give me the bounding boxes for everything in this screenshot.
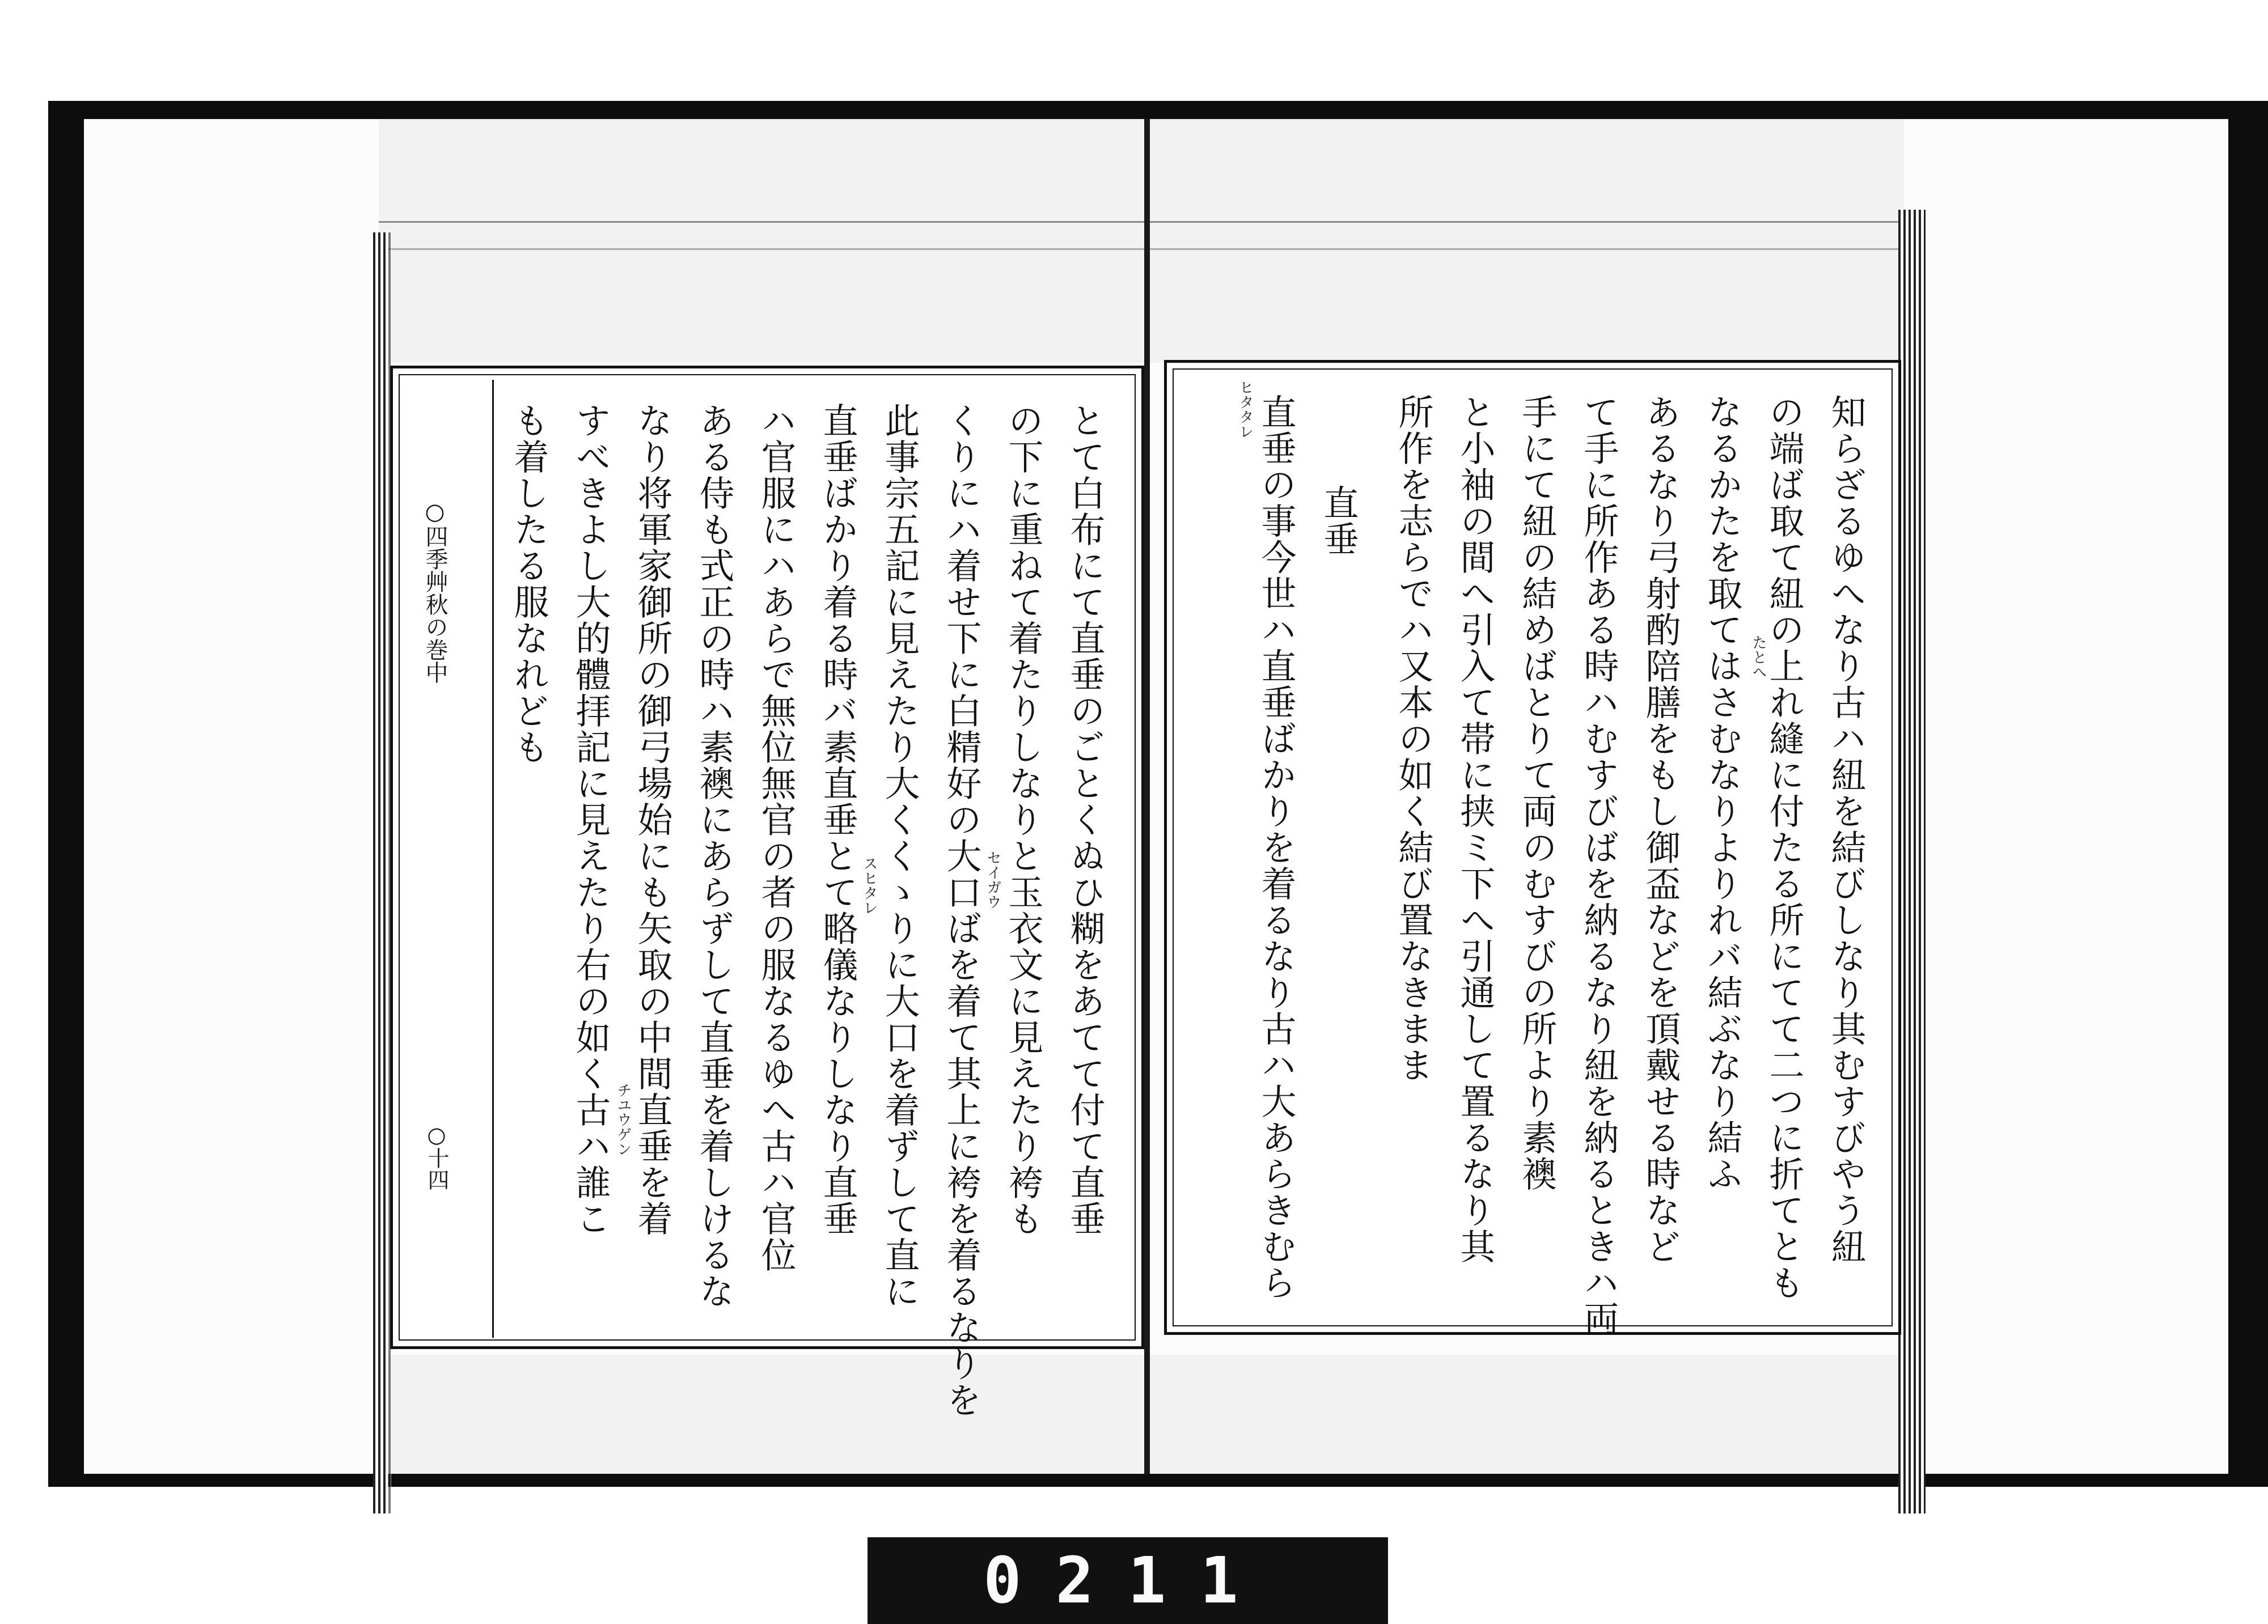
text-column: なるかたを取てはさむなりよりれバ結ぶなり結ふ <box>1702 394 1743 1192</box>
text-column: の下に重ねて着たりしなりと玉衣文に見えたり袴も <box>1002 402 1044 1237</box>
text-column: の端ば取て紐の上れ縫に付たる所にてて二つに折てとも <box>1763 394 1805 1301</box>
text-frame <box>390 366 1144 1418</box>
bottom-margin-band <box>379 1355 1146 1474</box>
page-edges <box>1898 210 1926 1513</box>
furigana: セイガウ <box>984 850 1001 909</box>
text-column: も着したる服なれども <box>508 402 549 765</box>
text-column: 手にて紐の結めばとりて両のむすびの所より素襖 <box>1516 394 1558 1192</box>
text-column: すべきよし大的體拝記に見えたり右の如く古ハ誰こ <box>570 402 611 1237</box>
text-column: なり将軍家御所の御弓場始にも矢取の中間直垂を着 <box>632 402 673 1237</box>
text-column: ハ官服にハあらで無位無官の者の服なるゆへ古ハ官位 <box>755 402 797 1273</box>
spine-title: ○四季艸秋の巻中 <box>422 499 448 684</box>
fold-line <box>379 248 1146 250</box>
furigana: チユウゲン <box>615 1083 632 1156</box>
top-margin-band <box>1150 119 1904 363</box>
furigana: スヒタレ <box>861 856 878 915</box>
text-column: 所作を志らでハ又本の如く結び置なきまま <box>1393 394 1434 1083</box>
text-frame <box>1164 360 1901 1335</box>
text-column: 此事宗五記に見えたり大くくゝりに大口を着ずして直に <box>879 402 920 1309</box>
fold-line <box>379 221 1146 223</box>
fold-line <box>1150 221 1904 223</box>
furigana: たとへ <box>1750 635 1767 679</box>
bottom-margin-band <box>1150 1355 1904 1474</box>
page-number: ○十四 <box>424 1122 449 1190</box>
section-heading: 直垂 <box>1318 485 1359 557</box>
left-page <box>84 119 1146 1474</box>
top-margin-band <box>379 119 1146 363</box>
right-page <box>1150 119 2228 1474</box>
text-column: 直垂ばかり着る時バ素直垂とて略儀なりしなり直垂 <box>817 402 858 1237</box>
archive-id-number: 0211 <box>983 1544 1272 1618</box>
text-column: と小袖の間へ引入て帯に挟ミ下へ引通して置るなり其 <box>1454 394 1496 1265</box>
text-column: 知らざるゆへなり古ハ紐を結びしなり其むすびやう紐 <box>1825 394 1867 1265</box>
text-column: くりにハ着せ下に白精好の大口ばを着て其上に袴を着るなりを <box>941 402 982 1418</box>
text-column: あるなり弓射酌陪膳をもし御盃などを頂戴せる時など <box>1640 394 1681 1265</box>
spine-rule <box>492 380 494 1338</box>
fold-line <box>1150 248 1904 250</box>
archive-id-label <box>868 1537 1388 1624</box>
text-column: 直垂の事今世ハ直垂ばかりを着るなり古ハ大あらきむら <box>1255 394 1297 1301</box>
text-column: とて白布にて直垂のごとくぬひ糊をあてて付て直垂 <box>1064 402 1106 1237</box>
text-column: ある侍も式正の時ハ素襖にあらずして直垂を着しけるな <box>693 402 735 1309</box>
text-column: て手に所作ある時ハむすびばを納るなり紐を納るときハ両 <box>1578 394 1619 1337</box>
furigana: ヒタタレ <box>1237 380 1254 439</box>
